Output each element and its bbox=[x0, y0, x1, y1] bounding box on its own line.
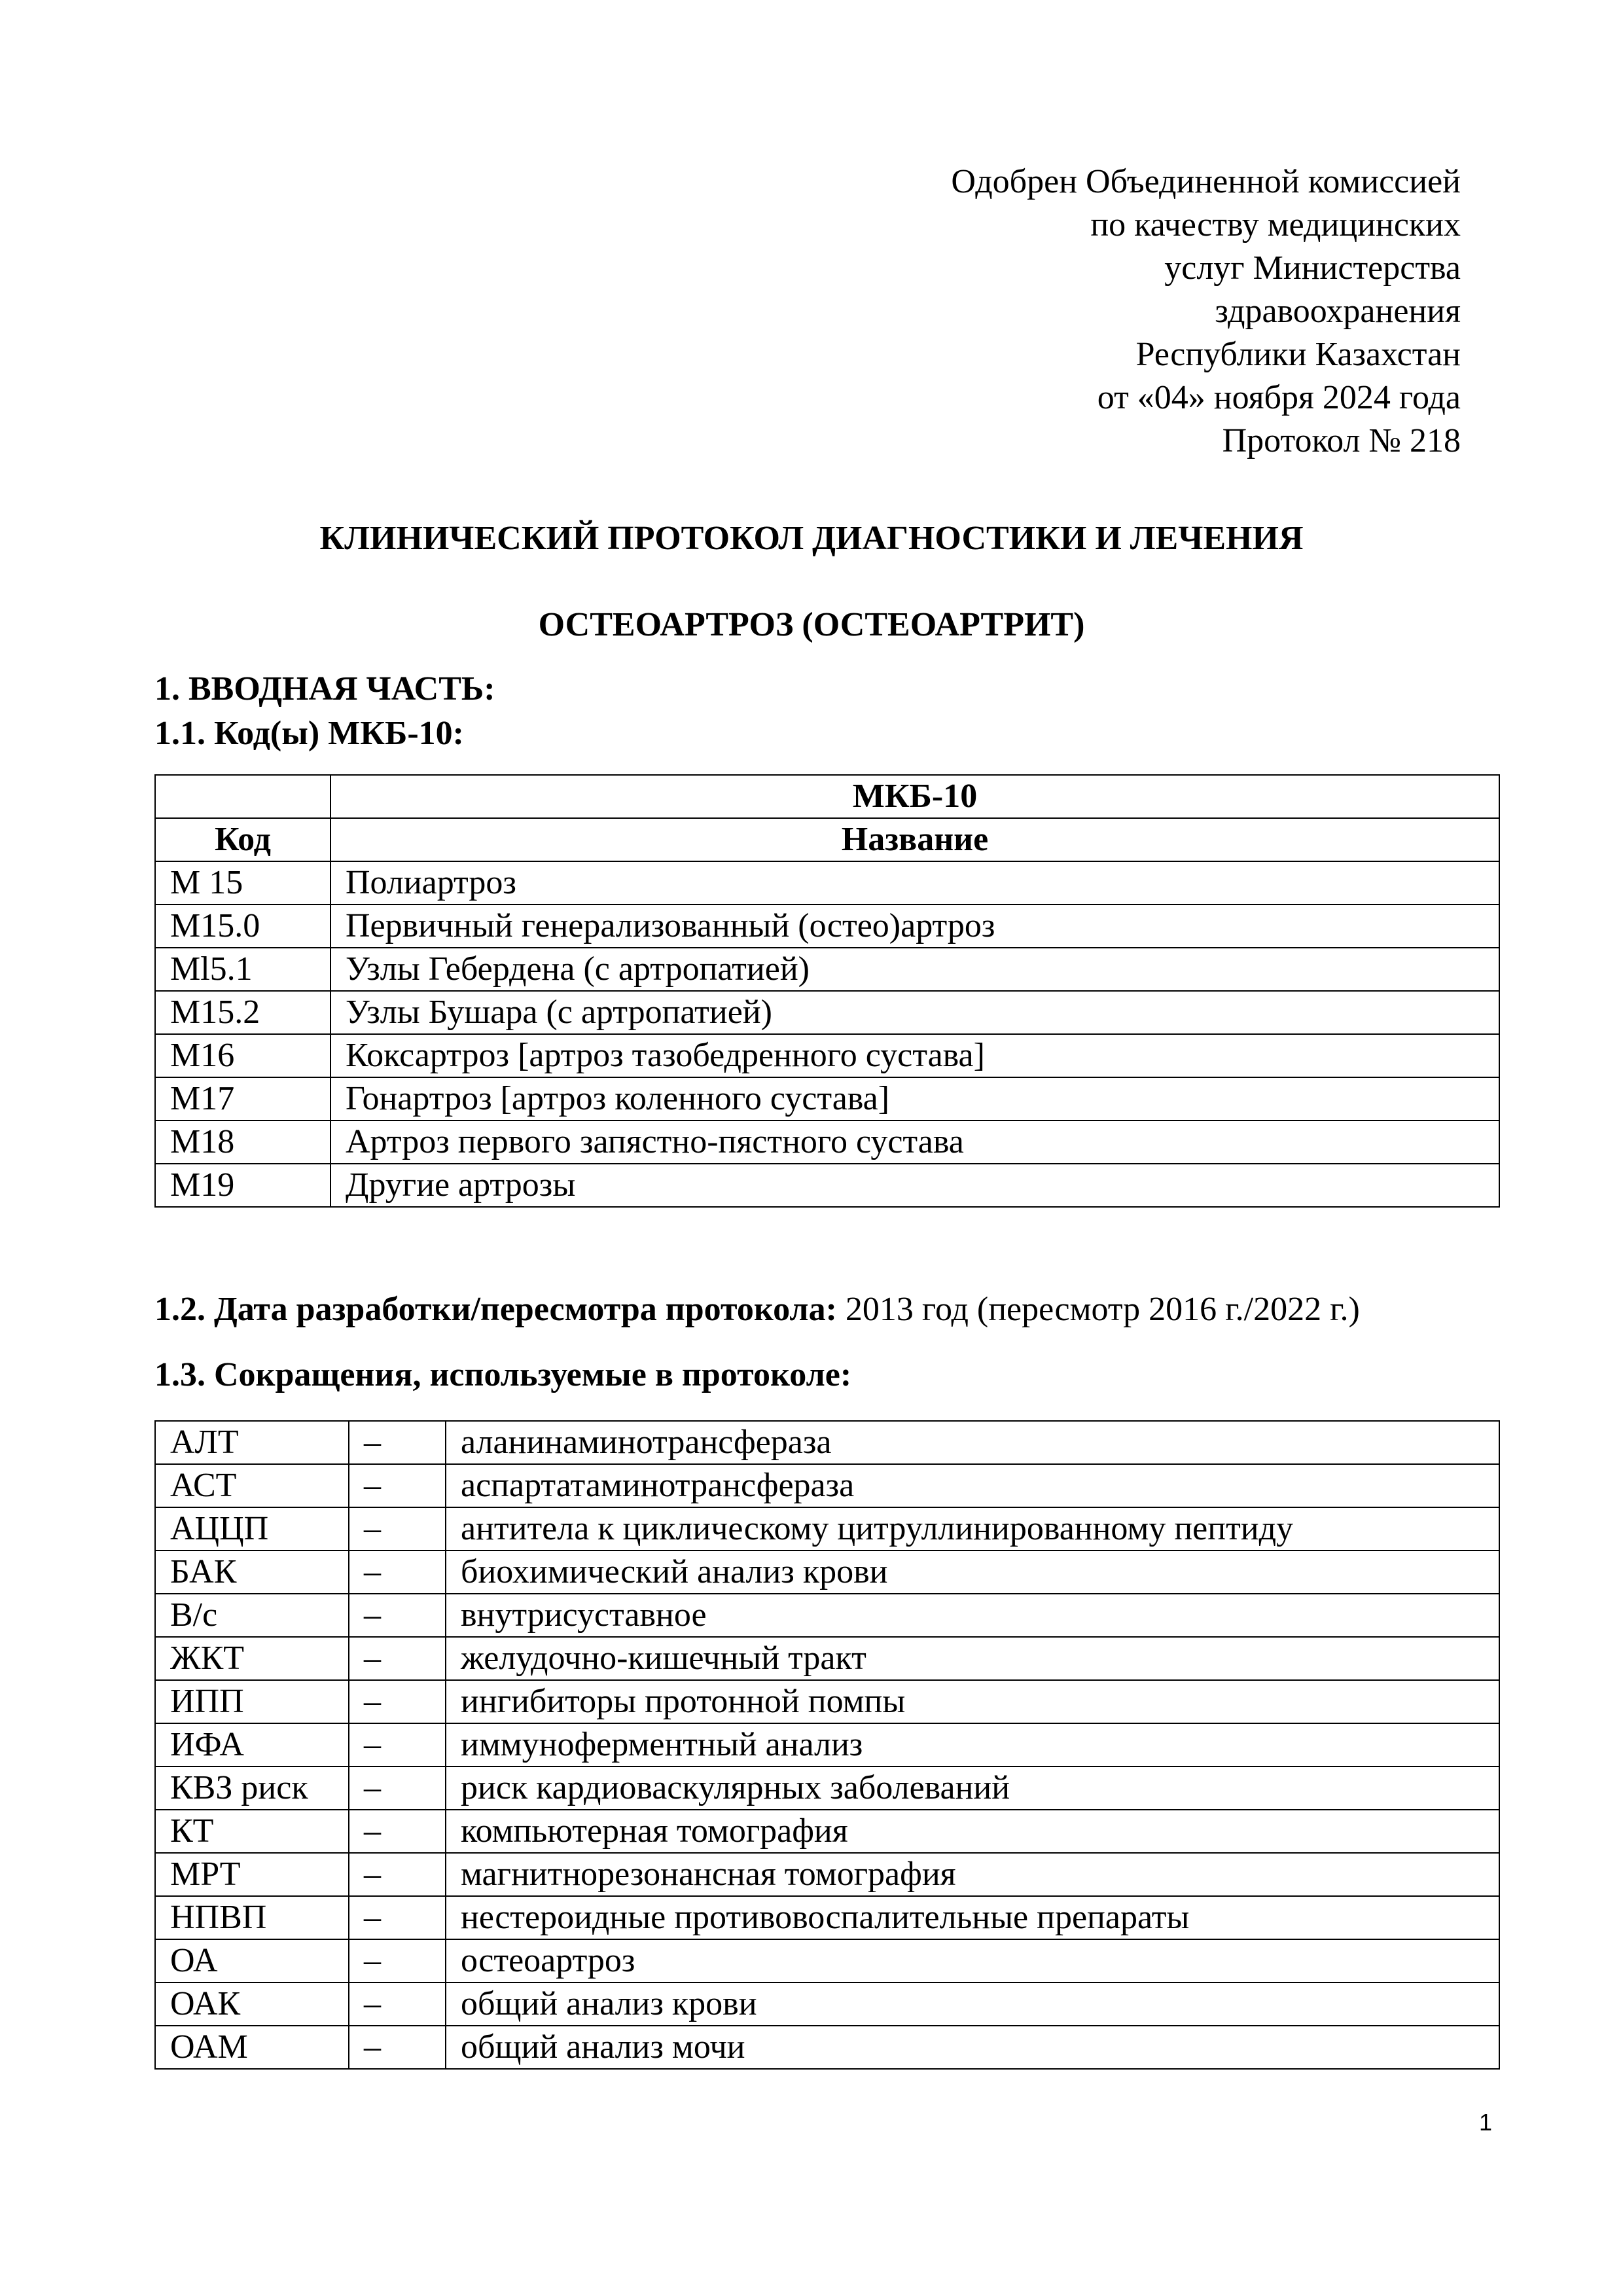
dash: – bbox=[349, 1594, 446, 1637]
section-heading-1-3: 1.3. Сокращения, используемые в протоколе: bbox=[154, 1356, 852, 1393]
section-heading-1-1: 1.1. Код(ы) МКБ-10: bbox=[154, 715, 464, 752]
abbreviation: АСТ bbox=[155, 1464, 349, 1507]
protocol-date-label: 1.2. Дата разработки/пересмотра протокола: bbox=[154, 1291, 837, 1328]
abbreviation-meaning: общий анализ крови bbox=[446, 1982, 1499, 2026]
table-row bbox=[155, 1637, 1499, 1680]
table-header-cell bbox=[155, 775, 330, 818]
table-row bbox=[155, 948, 1499, 991]
protocol-date-value: 2013 год (пересмотр 2016 г./2022 г.) bbox=[836, 1291, 1360, 1328]
icd-code: М17 bbox=[155, 1077, 330, 1121]
approval-line: Одобрен Объединенной комиссией bbox=[951, 163, 1461, 200]
table-row bbox=[155, 991, 1499, 1034]
abbreviation-meaning: нестероидные противовоспалительные препараты bbox=[446, 1896, 1499, 1939]
table-header-row bbox=[155, 818, 1499, 861]
dash: – bbox=[349, 1767, 446, 1810]
table-row bbox=[155, 1421, 1499, 1464]
table-row bbox=[155, 905, 1499, 948]
column-header-code: Код bbox=[155, 818, 330, 861]
table-header-row bbox=[155, 775, 1499, 818]
abbreviation-meaning: иммуноферментный анализ bbox=[446, 1723, 1499, 1767]
abbreviation-meaning: ингибиторы протонной помпы bbox=[446, 1680, 1499, 1723]
abbreviation-meaning: компьютерная томография bbox=[446, 1810, 1499, 1853]
dash: – bbox=[349, 1421, 446, 1464]
dash: – bbox=[349, 1637, 446, 1680]
abbreviation-meaning: риск кардиоваскулярных заболеваний bbox=[446, 1767, 1499, 1810]
table-row bbox=[155, 1121, 1499, 1164]
table-row bbox=[155, 1551, 1499, 1594]
dash: – bbox=[349, 1723, 446, 1767]
table-row bbox=[155, 1853, 1499, 1896]
icd-name: Узлы Бушара (с артропатией) bbox=[330, 991, 1499, 1034]
abbreviations-table bbox=[154, 1420, 1500, 2070]
dash: – bbox=[349, 1507, 446, 1551]
approval-line: по качеству медицинских bbox=[1090, 206, 1461, 243]
abbreviation: МРТ bbox=[155, 1853, 349, 1896]
abbreviation-meaning: аланинаминотрансфераза bbox=[446, 1421, 1499, 1464]
dash: – bbox=[349, 1939, 446, 1982]
page-number: 1 bbox=[1478, 2109, 1492, 2136]
icd-code: М19 bbox=[155, 1164, 330, 1207]
abbreviation: КВЗ риск bbox=[155, 1767, 349, 1810]
table-row bbox=[155, 1077, 1499, 1121]
icd-code: М15.0 bbox=[155, 905, 330, 948]
abbreviation-meaning: магнитнорезонансная томография bbox=[446, 1853, 1499, 1896]
approval-line: Республики Казахстан bbox=[1135, 336, 1461, 373]
icd-name: Гонартроз [артроз коленного сустава] bbox=[330, 1077, 1499, 1121]
table-row bbox=[155, 1767, 1499, 1810]
table-row bbox=[155, 2026, 1499, 2069]
approval-line: от «04» ноября 2024 года bbox=[1097, 379, 1461, 416]
column-header-name: Название bbox=[330, 818, 1499, 861]
dash: – bbox=[349, 1464, 446, 1507]
dash: – bbox=[349, 2026, 446, 2069]
section-heading-1: 1. ВВОДНАЯ ЧАСТЬ: bbox=[154, 670, 495, 708]
table-row bbox=[155, 1507, 1499, 1551]
table-row bbox=[155, 1464, 1499, 1507]
abbreviation-meaning: внутрисуставное bbox=[446, 1594, 1499, 1637]
abbreviation: В/с bbox=[155, 1594, 349, 1637]
dash: – bbox=[349, 1896, 446, 1939]
abbreviation-meaning: общий анализ мочи bbox=[446, 2026, 1499, 2069]
dash: – bbox=[349, 1853, 446, 1896]
abbreviation: КТ bbox=[155, 1810, 349, 1853]
approval-line: услуг Министерства bbox=[1164, 249, 1461, 287]
abbreviation-meaning: аспартатаминотрансфераза bbox=[446, 1464, 1499, 1507]
abbreviation: АЦЦП bbox=[155, 1507, 349, 1551]
icd-code: М 15 bbox=[155, 861, 330, 905]
icd-code: Ml5.1 bbox=[155, 948, 330, 991]
document-subtitle: ОСТЕОАРТРОЗ (ОСТЕОАРТРИТ) bbox=[538, 606, 1085, 643]
table-row bbox=[155, 1810, 1499, 1853]
document-title: КЛИНИЧЕСКИЙ ПРОТОКОЛ ДИАГНОСТИКИ И ЛЕЧЕНИЯ bbox=[319, 520, 1304, 557]
abbreviation: БАК bbox=[155, 1551, 349, 1594]
table-row bbox=[155, 1680, 1499, 1723]
table-row bbox=[155, 861, 1499, 905]
abbreviation: ОАК bbox=[155, 1982, 349, 2026]
abbreviation: ОА bbox=[155, 1939, 349, 1982]
icd-name: Коксартроз [артроз тазобедренного сустава] bbox=[330, 1034, 1499, 1077]
approval-line: Протокол № 218 bbox=[1222, 422, 1461, 459]
table-row bbox=[155, 1034, 1499, 1077]
icd-name: Узлы Гебердена (с артропатией) bbox=[330, 948, 1499, 991]
abbreviation-meaning: биохимический анализ крови bbox=[446, 1551, 1499, 1594]
table-row bbox=[155, 1939, 1499, 1982]
abbreviation: ИФА bbox=[155, 1723, 349, 1767]
abbreviation: ЖКТ bbox=[155, 1637, 349, 1680]
abbreviation-meaning: антитела к циклическому цитруллинированному пептиду bbox=[446, 1507, 1499, 1551]
abbreviation-meaning: остеоартроз bbox=[446, 1939, 1499, 1982]
abbreviation: ИПП bbox=[155, 1680, 349, 1723]
icd-code: М18 bbox=[155, 1121, 330, 1164]
dash: – bbox=[349, 1551, 446, 1594]
abbreviation-meaning: желудочно-кишечный тракт bbox=[446, 1637, 1499, 1680]
table-row bbox=[155, 1723, 1499, 1767]
protocol-date-line bbox=[154, 1288, 1360, 1331]
icd-name: Полиартроз bbox=[330, 861, 1499, 905]
abbreviation: АЛТ bbox=[155, 1421, 349, 1464]
table-row bbox=[155, 1594, 1499, 1637]
approval-line: здравоохранения bbox=[1215, 293, 1461, 330]
table-group-header: МКБ-10 bbox=[330, 775, 1499, 818]
table-row bbox=[155, 1896, 1499, 1939]
abbreviation: ОАМ bbox=[155, 2026, 349, 2069]
dash: – bbox=[349, 1810, 446, 1853]
table-row bbox=[155, 1982, 1499, 2026]
icd-name: Артроз первого запястно-пястного сустава bbox=[330, 1121, 1499, 1164]
approval-block bbox=[806, 160, 1461, 463]
icd-table bbox=[154, 774, 1500, 1208]
icd-name: Другие артрозы bbox=[330, 1164, 1499, 1207]
icd-code: М15.2 bbox=[155, 991, 330, 1034]
icd-name: Первичный генерализованный (остео)артроз bbox=[330, 905, 1499, 948]
abbreviation: НПВП bbox=[155, 1896, 349, 1939]
icd-code: М16 bbox=[155, 1034, 330, 1077]
table-row bbox=[155, 1164, 1499, 1207]
dash: – bbox=[349, 1982, 446, 2026]
dash: – bbox=[349, 1680, 446, 1723]
